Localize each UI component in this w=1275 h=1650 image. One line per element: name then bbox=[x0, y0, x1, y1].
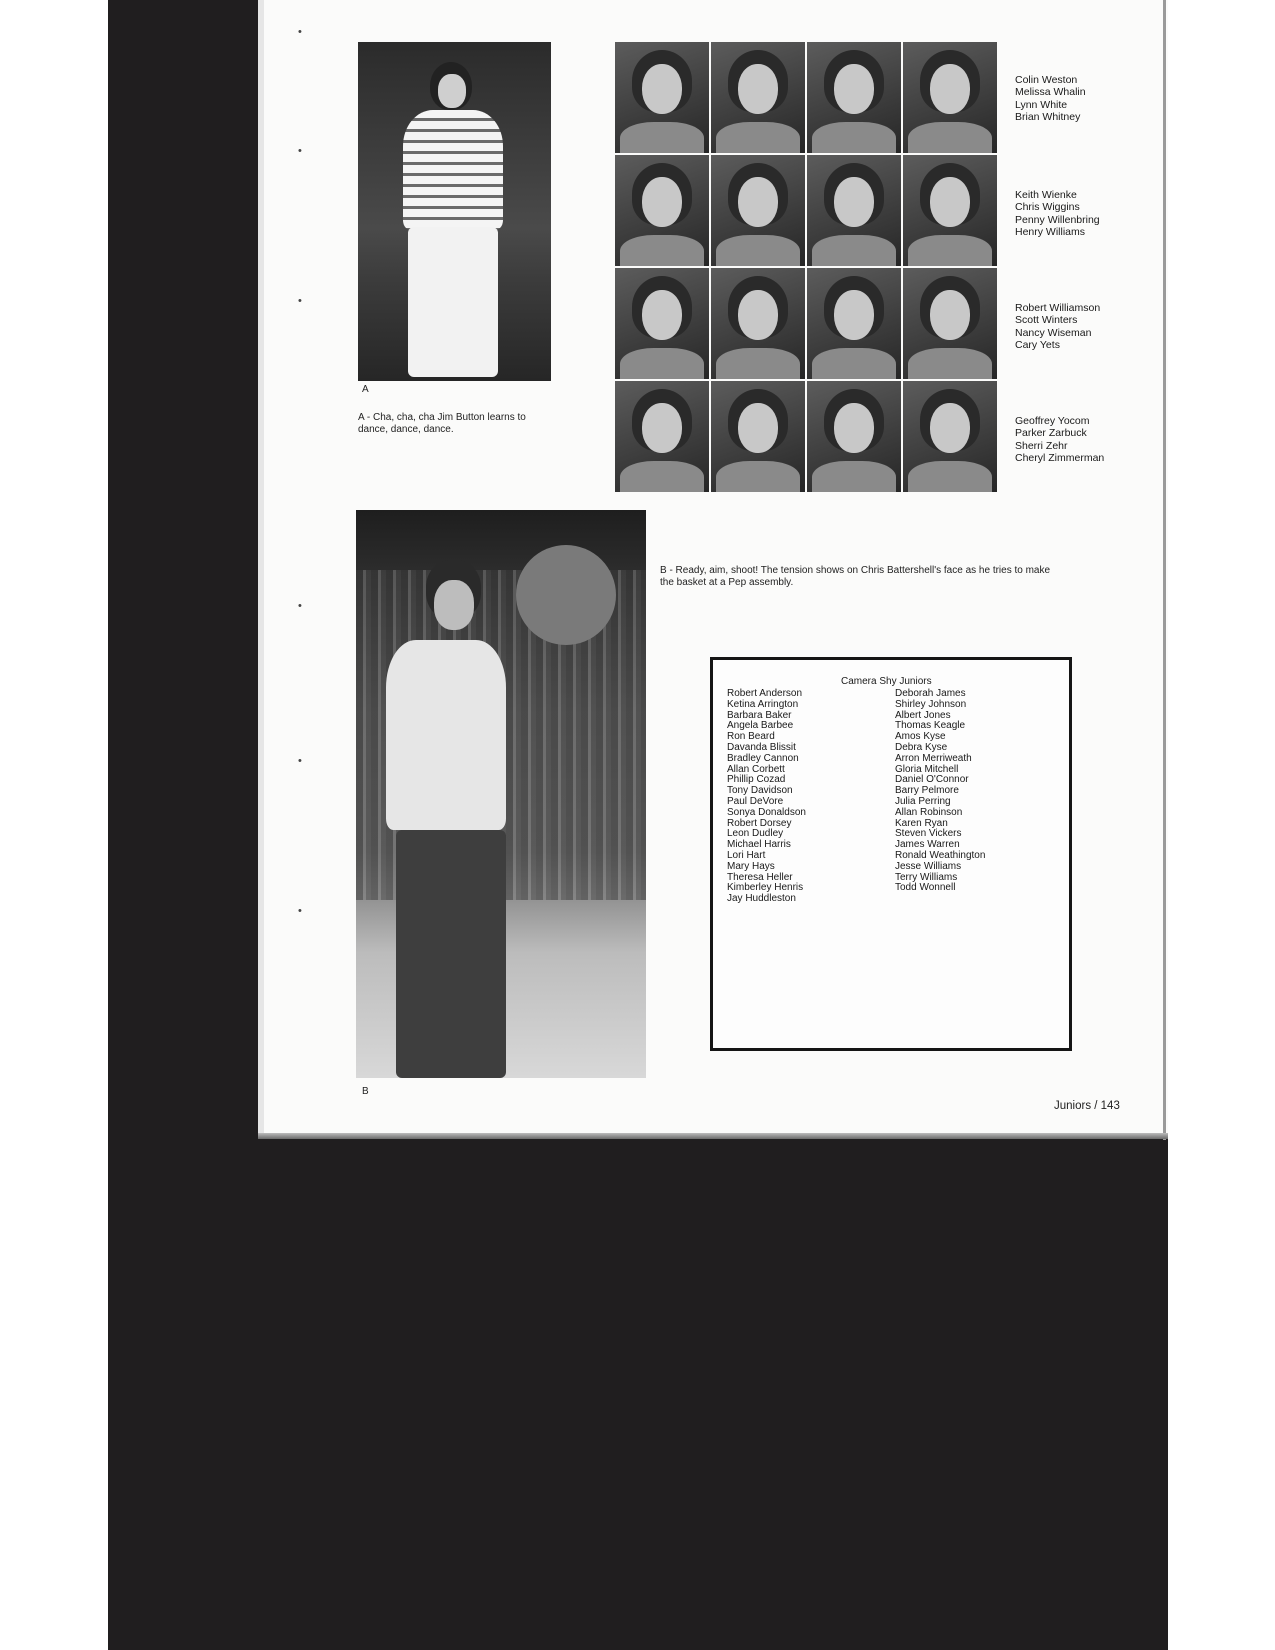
portrait-grid bbox=[615, 42, 998, 494]
camera-shy-name: Leon Dudley bbox=[727, 828, 784, 840]
portrait-photo bbox=[903, 42, 997, 153]
student-name: Parker Zarbuck bbox=[1015, 427, 1087, 440]
portrait-photo bbox=[807, 42, 901, 153]
camera-shy-name: Jesse Williams bbox=[895, 860, 962, 872]
student-name: Penny Willenbring bbox=[1015, 213, 1100, 226]
camera-shy-name: Deborah James bbox=[895, 688, 966, 699]
camera-shy-name: Davanda Blissit bbox=[727, 741, 796, 753]
student-name: Geoffrey Yocom bbox=[1015, 415, 1090, 427]
student-name: Cheryl Zimmerman bbox=[1015, 452, 1105, 465]
camera-shy-name: Allan Robinson bbox=[895, 806, 963, 818]
camera-shy-name: Barry Pelmore bbox=[895, 785, 959, 797]
student-name: Melissa Whalin bbox=[1015, 86, 1086, 99]
portrait-names-row-3 bbox=[1015, 302, 1100, 352]
binding-mark: • bbox=[298, 905, 302, 917]
student-name: Henry Williams bbox=[1015, 226, 1086, 239]
camera-shy-name: Angela Barbee bbox=[727, 720, 794, 732]
camera-shy-name: Amos Kyse bbox=[895, 731, 946, 743]
portrait-names-row-4 bbox=[1015, 415, 1104, 465]
portrait-photo bbox=[807, 268, 901, 379]
binding-mark: • bbox=[298, 755, 302, 767]
photo-a-dancer bbox=[358, 42, 551, 381]
portrait-names-row-2 bbox=[1015, 189, 1100, 239]
camera-shy-name: Michael Harris bbox=[727, 839, 791, 851]
photo-b-caption: B - Ready, aim, shoot! The tension shows on Chris Battershell's face as he tries to make the basket at a Pep assembly. bbox=[660, 565, 1051, 588]
camera-shy-name: Daniel O'Connor bbox=[895, 774, 969, 786]
camera-shy-name: Phillip Cozad bbox=[727, 774, 786, 786]
scan-streak bbox=[258, 1133, 1168, 1139]
camera-shy-name: Arron Merriweath bbox=[895, 752, 972, 764]
photo-a-caption: A - Cha, cha, cha Jim Button learns to dance, dance, dance. bbox=[358, 412, 526, 435]
camera-shy-name: Robert Anderson bbox=[727, 688, 803, 699]
camera-shy-name: Albert Jones bbox=[895, 709, 951, 721]
portrait-photo bbox=[903, 155, 997, 266]
camera-shy-name: Shirley Johnson bbox=[895, 698, 967, 710]
camera-shy-name: Lori Hart bbox=[727, 849, 766, 861]
camera-shy-name: Julia Perring bbox=[895, 795, 951, 807]
portrait-photo bbox=[711, 381, 805, 492]
portrait-names-row-1 bbox=[1015, 74, 1086, 124]
camera-shy-name: Paul DeVore bbox=[727, 795, 784, 807]
camera-shy-name: Karen Ryan bbox=[895, 817, 948, 829]
student-name: Chris Wiggins bbox=[1015, 201, 1080, 214]
binding-mark: • bbox=[298, 295, 302, 307]
student-name: Scott Winters bbox=[1015, 314, 1078, 327]
page-edge bbox=[1163, 0, 1166, 1140]
student-name: Brian Whitney bbox=[1015, 111, 1081, 124]
camera-shy-name: Bradley Cannon bbox=[727, 752, 799, 764]
camera-shy-name: Theresa Heller bbox=[727, 871, 793, 883]
camera-shy-name: Kimberley Henris bbox=[727, 882, 804, 894]
player-shirt bbox=[386, 640, 506, 830]
camera-shy-name: Mary Hays bbox=[727, 860, 775, 872]
camera-shy-name: Todd Wonnell bbox=[895, 882, 956, 894]
binding-mark: • bbox=[298, 145, 302, 157]
photo-b-letter: B bbox=[362, 1086, 369, 1097]
page-folio: Juniors / 143 bbox=[1054, 1100, 1120, 1112]
dancer-shirt bbox=[403, 110, 503, 230]
student-name: Lynn White bbox=[1015, 98, 1068, 111]
camera-shy-name: James Warren bbox=[895, 839, 960, 851]
portrait-photo bbox=[615, 381, 709, 492]
camera-shy-name: Debra Kyse bbox=[895, 741, 948, 753]
camera-shy-name: Barbara Baker bbox=[727, 709, 792, 721]
student-name: Nancy Wiseman bbox=[1015, 326, 1092, 339]
camera-shy-name: Gloria Mitchell bbox=[895, 763, 959, 775]
portrait-photo bbox=[711, 42, 805, 153]
binding-mark: • bbox=[298, 600, 302, 612]
camera-shy-box bbox=[710, 657, 1072, 1051]
camera-shy-name: Allan Corbett bbox=[727, 763, 785, 775]
camera-shy-name: Thomas Keagle bbox=[895, 720, 966, 732]
student-name: Robert Williamson bbox=[1015, 302, 1101, 314]
camera-shy-name: Robert Dorsey bbox=[727, 817, 792, 829]
player-pants bbox=[396, 830, 506, 1078]
camera-shy-name: Ron Beard bbox=[727, 731, 775, 743]
photo-b-basketball bbox=[356, 510, 646, 1078]
scan-background-bottom bbox=[108, 1135, 1168, 1650]
camera-shy-name: Steven Vickers bbox=[895, 828, 962, 840]
camera-shy-name: Jay Huddleston bbox=[727, 893, 796, 905]
dancer-pants bbox=[408, 227, 498, 377]
student-name: Keith Wienke bbox=[1015, 189, 1077, 201]
portrait-photo bbox=[807, 155, 901, 266]
dancer-face bbox=[438, 74, 466, 108]
student-name: Cary Yets bbox=[1015, 339, 1060, 352]
camera-shy-left-column bbox=[727, 689, 806, 905]
camera-shy-right-column bbox=[895, 689, 985, 894]
portrait-photo bbox=[807, 381, 901, 492]
camera-shy-name: Ronald Weathington bbox=[895, 849, 986, 861]
portrait-photo bbox=[615, 268, 709, 379]
camera-shy-name: Tony Davidson bbox=[727, 785, 793, 797]
camera-shy-name: Ketina Arrington bbox=[727, 698, 799, 710]
student-name: Sherri Zehr bbox=[1015, 439, 1068, 452]
student-name: Colin Weston bbox=[1015, 74, 1078, 86]
camera-shy-name: Terry Williams bbox=[895, 871, 958, 883]
camera-shy-name: Sonya Donaldson bbox=[727, 806, 806, 818]
photo-a-letter: A bbox=[362, 384, 369, 395]
basketball bbox=[516, 545, 616, 645]
player-face bbox=[434, 580, 474, 630]
portrait-photo bbox=[903, 381, 997, 492]
portrait-photo bbox=[615, 155, 709, 266]
camera-shy-title: Camera Shy Juniors bbox=[841, 676, 932, 687]
portrait-photo bbox=[615, 42, 709, 153]
portrait-photo bbox=[711, 268, 805, 379]
portrait-photo bbox=[903, 268, 997, 379]
binding-mark: • bbox=[298, 26, 302, 38]
portrait-photo bbox=[711, 155, 805, 266]
